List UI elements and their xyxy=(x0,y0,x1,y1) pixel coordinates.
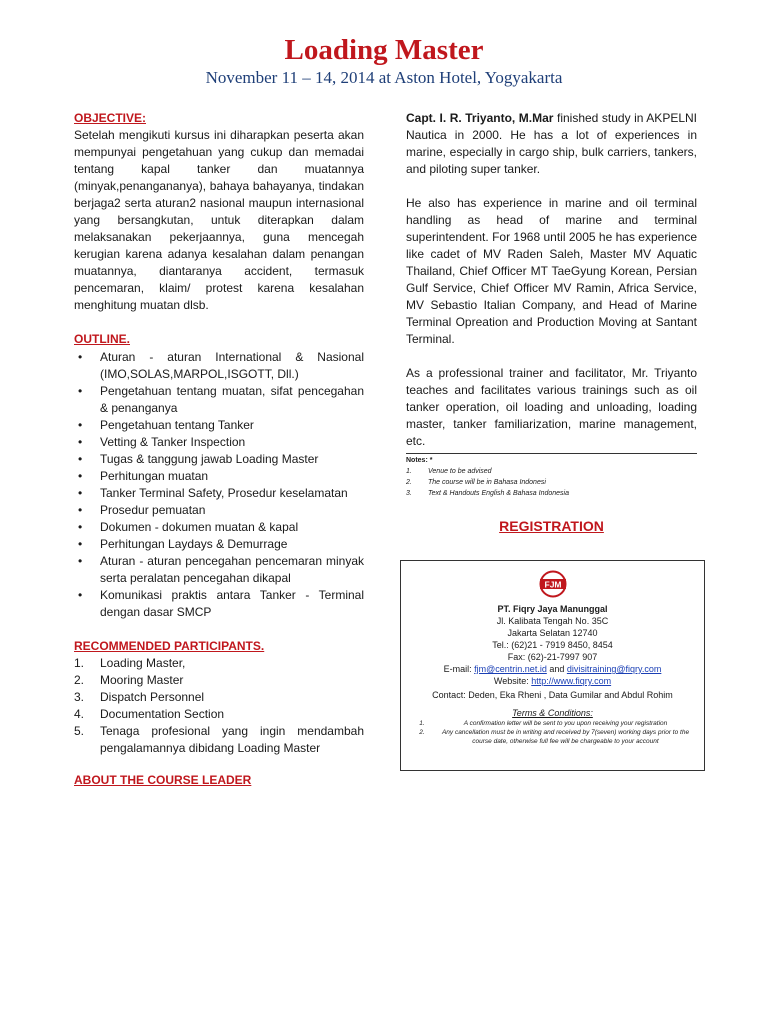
participants-list xyxy=(74,655,364,757)
leader-bio-intro: Capt. I. R. Triyanto, M.Mar finished study in AKPELNI Nautica in 2000. He has a lot of experiences in marine, especially in cargo ship, bulk carriers, tankers, and piloting super tanker. xyxy=(406,111,697,176)
bullet-icon: • xyxy=(78,435,83,449)
logo-text: FJM xyxy=(544,579,561,590)
list-item: • Perhitungan muatan xyxy=(78,469,209,483)
telephone: Tel.: (62)21 - 7919 8450, 8454 xyxy=(492,640,613,650)
list-item: • Perhitungan Laydays & Demurrage xyxy=(78,537,288,551)
list-item: 5. Tenaga profesional yang ingin mendambah pengalamannya dibidang Loading Master xyxy=(74,724,364,755)
course-leader-heading: ABOUT THE COURSE LEADER xyxy=(74,773,252,787)
list-item: • Komunikasi praktis antara Tanker - Terminal dengan dasar SMCP xyxy=(78,588,364,619)
fjm-logo-icon xyxy=(539,570,567,598)
bullet-icon: • xyxy=(78,554,83,568)
website-line: Website: http://www.fiqry.com xyxy=(493,676,612,686)
list-item: • Pengetahuan tentang Tanker xyxy=(78,418,254,432)
list-item: 1. A confirmation letter will be sent to you upon receiving your registration xyxy=(419,720,668,727)
terms-heading: Terms & Conditions: xyxy=(512,708,593,718)
address-line-2: Jakarta Selatan 12740 xyxy=(507,628,598,638)
terms-list xyxy=(401,719,704,746)
list-item: 2. Any cancellation must be in writing and received by 7(seven) working days prior to the course date, otherwise full fee will be chargeable to your account xyxy=(419,729,690,745)
bullet-icon: • xyxy=(78,520,83,534)
bullet-icon: • xyxy=(78,452,83,466)
bullet-icon: • xyxy=(78,588,83,602)
email-link-fjm[interactable]: fjm@centrin.net.id xyxy=(474,664,547,674)
objective-text: Setelah mengikuti kursus ini diharapkan peserta akan mempunyai pengetahuan yang cukup dan memadai tentang kapal tanker dan muatannya (minyak,penangananya), bahaya bahayanya, tindakan berjaga2 serta aturan2 nasional maupun internasional yang bersangkutan, untuk diterapkan dalam melaksanakan pekerjaannya, guna mencegah kerugian karena adanya kesalahan dalam penangan muatannya, diantaranya accident, termasuk pencemaran, klaim/ protest karena kesalahan menghitung muatan dlsb. xyxy=(74,128,364,312)
fax: Fax: (62)-21-7997 907 xyxy=(507,652,598,662)
left-column xyxy=(74,110,364,789)
outline-list xyxy=(74,349,364,621)
participants-heading: RECOMMENDED PARTICIPANTS. xyxy=(74,639,265,653)
email-link-training[interactable]: divisitraining@fiqry.com xyxy=(566,664,662,674)
list-item: • Vetting & Tanker Inspection xyxy=(78,435,246,449)
bullet-icon: • xyxy=(78,418,83,432)
leader-name: Capt. I. R. Triyanto, M.Mar xyxy=(406,111,554,125)
outline-heading: OUTLINE. xyxy=(74,332,130,346)
notes xyxy=(406,455,697,499)
notes-heading: Notes: * xyxy=(406,457,433,464)
registration-box xyxy=(400,560,705,771)
fjm-logo xyxy=(539,570,567,598)
list-item: 2. Mooring Master xyxy=(74,673,184,687)
address-line-1: Jl. Kalibata Tengah No. 35C xyxy=(496,616,609,626)
event-date-venue: November 11 – 14, 2014 at Aston Hotel, Yogyakarta xyxy=(205,68,563,87)
leader-experience: He also has experience in marine and oil terminal handling as head of marine and terminal superintendent. For 1968 until 2005 he has experience like cadet of MV Raden Saleh, Master MV Aquatic Thailand, Chief Officer MT TaeGyung Korean, Persian Gulf Service, Chief Officer MV Ramin, Africa Service, MV Sebastio Italian Company, and Head of Marine Terminal Opreation and Production Moving at Santant Terminal. xyxy=(406,196,697,346)
company-name: PT. Fiqry Jaya Manunggal xyxy=(497,604,608,614)
bullet-icon: • xyxy=(78,503,83,517)
contact-persons: Contact: Deden, Eka Rheni , Data Gumilar and Abdul Rohim xyxy=(432,690,673,700)
list-item: 3. Text & Handouts English & Bahasa Indonesia xyxy=(406,490,570,497)
list-item: • Tugas & tanggung jawab Loading Master xyxy=(78,452,319,466)
email-line: E-mail: fjm@centrin.net.id and divisitraining@fiqry.com xyxy=(443,664,662,674)
list-item: • Aturan - aturan pencegahan pencemaran minyak serta peralatan pencegahan dikapal xyxy=(78,554,364,585)
list-item: • Dokumen - dokumen muatan & kapal xyxy=(78,520,299,534)
list-item: 1. Venue to be advised xyxy=(406,468,492,475)
list-item: 1. Loading Master, xyxy=(74,656,186,670)
bullet-icon: • xyxy=(78,384,83,398)
list-item: 4. Documentation Section xyxy=(74,707,225,721)
list-item: • Tanker Terminal Safety, Prosedur keselamatan xyxy=(78,486,348,500)
right-column xyxy=(406,110,697,499)
list-item: • Aturan - aturan International & Nasional (IMO,SOLAS,MARPOL,ISGOTT, Dll.) xyxy=(78,350,364,381)
bullet-icon: • xyxy=(78,486,83,500)
bullet-icon: • xyxy=(78,469,83,483)
website-link[interactable]: http://www.fiqry.com xyxy=(531,676,612,686)
bullet-icon: • xyxy=(78,537,83,551)
list-item: 2. The course will be in Bahasa Indonesi xyxy=(406,479,546,486)
objective-heading: OBJECTIVE: xyxy=(74,111,147,125)
list-item: 3. Dispatch Personnel xyxy=(74,690,205,704)
bullet-icon: • xyxy=(78,350,83,364)
list-item: • Pengetahuan tentang muatan, sifat pencegahan & penanganya xyxy=(78,384,364,415)
divider xyxy=(406,453,697,454)
page-title: Loading Master xyxy=(284,34,484,66)
registration-heading: REGISTRATION xyxy=(499,518,604,534)
list-item: • Prosedur pemuatan xyxy=(78,503,206,517)
leader-trainings: As a professional trainer and facilitator, Mr. Triyanto teaches and facilitates various trainings such as oil tanker operation, oil loading and unloading, loading master, tanker familiarization, marine management, etc. xyxy=(406,366,697,448)
